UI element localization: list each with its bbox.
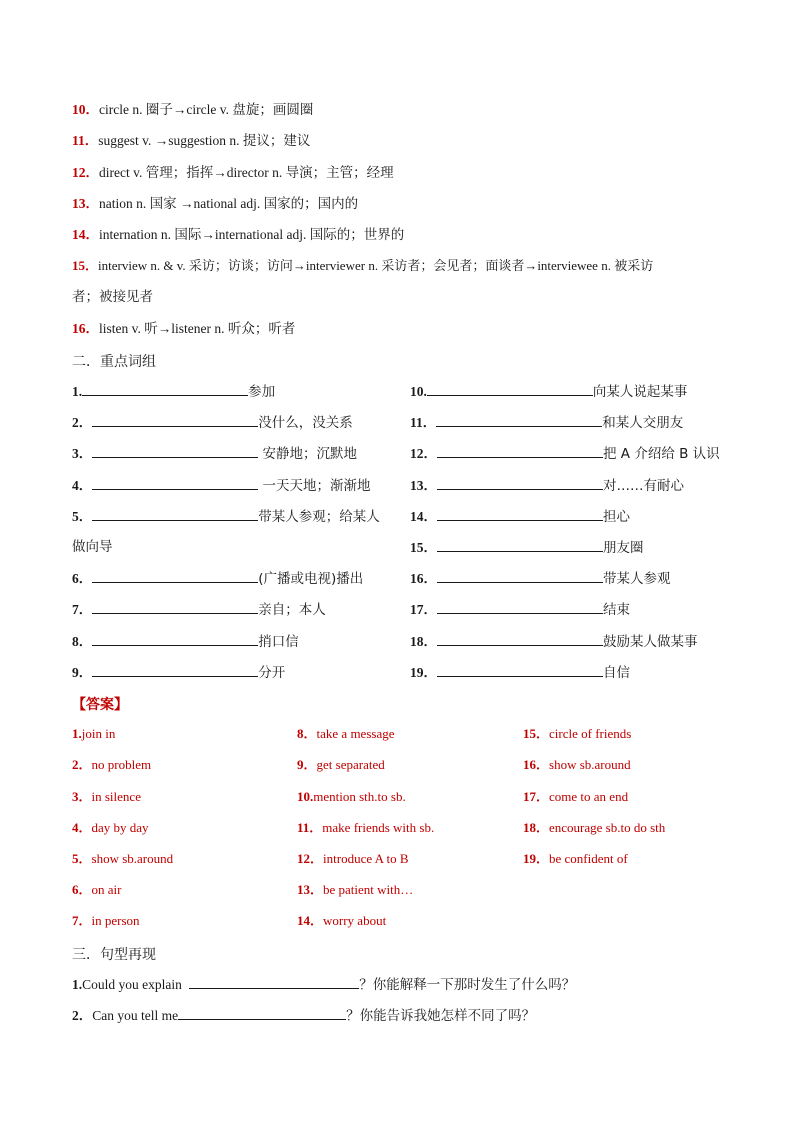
answer-item: [523, 819, 665, 838]
phrase-number: 1.: [72, 384, 83, 399]
vocab-number: 15．: [72, 258, 99, 273]
answer-blank[interactable]: [437, 444, 603, 458]
answer-text: join in: [81, 726, 116, 741]
phrase-number: 2．: [72, 415, 93, 430]
phrase-meaning: 一天天地；渐渐地: [258, 478, 371, 494]
answer-text: get separated: [316, 757, 385, 772]
answer-number: 19．: [523, 851, 550, 866]
answer-blank[interactable]: [92, 476, 258, 490]
answer-blank[interactable]: [92, 444, 258, 458]
vocab-item: [72, 164, 394, 182]
answer-blank[interactable]: [437, 538, 603, 552]
phrase-number: 3．: [72, 446, 93, 461]
phrase-number: 5．: [72, 509, 93, 524]
phrase-number: 16．: [410, 571, 437, 586]
phrase-item: [72, 663, 285, 682]
answer-blank[interactable]: [437, 663, 603, 677]
vocab-content: nation n. 国家 →national adj. 国家的；国内的: [99, 196, 359, 211]
answer-text: day by day: [91, 820, 149, 835]
phrase-item: [410, 444, 720, 463]
phrase-meaning: 结束: [603, 602, 630, 618]
sentence-translation: ？你能告诉我她怎样不同了吗？: [346, 1008, 536, 1024]
answer-item: [297, 819, 434, 838]
section-2-title: 二．重点词组: [72, 354, 156, 370]
phrase-meaning: 安静地；沉默地: [258, 446, 358, 462]
answer-blank[interactable]: [92, 507, 258, 521]
answer-number: 11．: [297, 820, 323, 835]
phrase-meaning: 把 A 介绍给 B 认识: [603, 446, 720, 462]
answer-text: circle of friends: [549, 726, 632, 741]
answer-item: [297, 756, 385, 775]
phrase-item: [410, 507, 630, 526]
answer-item: [72, 788, 141, 807]
answer-blank[interactable]: [436, 413, 602, 427]
sentence-prompt: Can you tell me: [92, 1008, 179, 1023]
answer-item: [523, 725, 631, 744]
phrase-meaning: 没什么，没关系: [258, 415, 353, 431]
vocab-number: 10．: [72, 102, 99, 117]
answer-text: on air: [91, 882, 122, 897]
phrase-item: [410, 569, 671, 588]
phrase-meaning: 带某人参观: [603, 571, 671, 587]
answer-item: [523, 850, 628, 869]
answer-number: 3．: [72, 789, 92, 804]
answer-item: [523, 788, 628, 807]
answer-blank[interactable]: [82, 382, 248, 396]
answer-blank[interactable]: [92, 413, 258, 427]
answer-number: 4．: [72, 820, 92, 835]
answer-blank[interactable]: [92, 569, 258, 583]
vocab-number: 11．: [72, 133, 99, 148]
sentence-item: [72, 975, 575, 994]
answer-number: 18．: [523, 820, 550, 835]
answer-item: [297, 912, 386, 931]
answer-item: [297, 850, 409, 869]
phrase-meaning: 亲自；本人: [258, 602, 326, 618]
answer-text: in person: [91, 913, 140, 928]
answer-blank[interactable]: [437, 507, 603, 521]
answer-number: 12．: [297, 851, 324, 866]
vocab-content: suggest v. →suggestion n. 提议；建议: [98, 133, 311, 148]
answer-blank[interactable]: [437, 632, 603, 646]
phrase-item: [72, 476, 371, 495]
answer-text: make friends with sb.: [322, 820, 435, 835]
phrase-meaning: 参加: [248, 384, 276, 400]
phrase-item: [72, 382, 275, 401]
phrase-number: 11．: [410, 415, 437, 430]
vocab-number: 12．: [72, 165, 99, 180]
vocab-number: 16．: [72, 321, 99, 336]
phrase-number: 10.: [410, 384, 427, 399]
phrase-item: [72, 600, 326, 619]
answer-item: [72, 756, 151, 775]
phrase-number: 14．: [410, 509, 437, 524]
phrase-meaning: 和某人交朋友: [602, 415, 684, 431]
answer-blank[interactable]: [92, 632, 258, 646]
answer-number: 8．: [297, 726, 317, 741]
answer-blank[interactable]: [92, 600, 258, 614]
vocab-item: [72, 195, 358, 213]
vocab-item: [72, 320, 295, 338]
answer-number: 6．: [72, 882, 92, 897]
answer-number: 15．: [523, 726, 550, 741]
phrase-item: [410, 476, 684, 495]
answer-text: encourage sb.to do sth: [549, 820, 666, 835]
phrase-meaning: 向某人说起某事: [592, 384, 688, 400]
phrase-number: 17．: [410, 602, 437, 617]
vocab-content: listen v. 听→listener n. 听众；听者: [99, 321, 296, 336]
vocab-item-continuation: [72, 288, 153, 306]
answer-number: 9．: [297, 757, 317, 772]
sentence-number: 2．: [72, 1008, 93, 1023]
phrase-number: 18．: [410, 634, 437, 649]
answer-item: [72, 850, 173, 869]
vocab-content: interview n. & v. 采访；访谈；访问→interviewer n. 采访者；会见者；面谈者→interviewee n. 被采访: [98, 258, 654, 273]
phrase-meaning: 担心: [603, 509, 630, 525]
answer-text: take a message: [316, 726, 395, 741]
answer-number: 7．: [72, 913, 92, 928]
vocab-item: [72, 257, 653, 276]
answer-blank[interactable]: [178, 1006, 346, 1020]
phrase-item: [410, 382, 687, 401]
answer-number: 14．: [297, 913, 324, 928]
answer-text: no problem: [91, 757, 152, 772]
answer-item: [297, 881, 413, 900]
answer-item: [72, 881, 121, 900]
phrase-item: [72, 413, 353, 432]
answer-item: [72, 912, 140, 931]
answer-item: [297, 788, 406, 807]
phrase-number: 9．: [72, 665, 93, 680]
answer-text: mention sth.to sb.: [313, 789, 406, 804]
phrase-number: 7．: [72, 602, 93, 617]
phrase-meaning: 鼓励某人做某事: [603, 634, 698, 650]
phrase-meaning: 带某人参观；给某人: [258, 509, 380, 525]
answer-text: worry about: [323, 913, 387, 928]
answer-text: be confident of: [549, 851, 628, 866]
phrase-item: [72, 632, 299, 651]
vocab-content: direct v. 管理；指挥→director n. 导演；主管；经理: [99, 165, 394, 180]
answer-blank[interactable]: [437, 569, 603, 583]
vocab-item: [72, 226, 404, 244]
phrase-number: 4．: [72, 478, 93, 493]
answer-title: 【答案】: [72, 697, 128, 713]
answer-blank[interactable]: [92, 663, 258, 677]
phrase-meaning: 捎口信: [258, 634, 299, 650]
phrase-item: [410, 538, 644, 557]
phrase-number: 13．: [410, 478, 437, 493]
answer-text: in silence: [91, 789, 141, 804]
phrase-meaning: 自信: [603, 665, 630, 681]
answer-item: [72, 725, 115, 744]
sentence-number: 1.: [72, 977, 83, 992]
answer-number: 13．: [297, 882, 324, 897]
phrase-meaning: 朋友圈: [603, 540, 644, 556]
answer-text: show sb.around: [549, 757, 631, 772]
vocab-item: [72, 132, 310, 150]
vocab-content: internation n. 国际→international adj. 国际的；世界的: [99, 227, 405, 242]
phrase-item: [72, 507, 380, 526]
phrase-number: 6．: [72, 571, 93, 586]
answer-number: 16．: [523, 757, 550, 772]
answer-number: 17．: [523, 789, 550, 804]
phrase-item: [72, 444, 357, 463]
answer-text: be patient with…: [323, 882, 414, 897]
answer-blank[interactable]: [437, 600, 603, 614]
phrase-meaning: 分开: [258, 665, 286, 681]
phrase-number: 8．: [72, 634, 93, 649]
answer-item: [297, 725, 394, 744]
vocab-number: 13．: [72, 196, 99, 211]
answer-blank[interactable]: [427, 382, 593, 396]
answer-item: [523, 756, 631, 775]
answer-number: 1.: [72, 726, 82, 741]
answer-text: come to an end: [549, 789, 629, 804]
answer-number: 2．: [72, 757, 92, 772]
answer-number: 5．: [72, 851, 92, 866]
answer-blank[interactable]: [437, 476, 603, 490]
phrase-item-continuation: [72, 538, 113, 556]
vocab-number: 14．: [72, 227, 99, 242]
answer-item: [72, 819, 149, 838]
sentence-translation: ？你能解释一下那时发生了什么吗？: [359, 977, 576, 993]
phrase-item: [72, 569, 363, 588]
phrase-number: 12．: [410, 446, 437, 461]
phrase-meaning: 对……有耐心: [603, 478, 684, 494]
sentence-item: [72, 1006, 535, 1025]
phrase-number: 15．: [410, 540, 437, 555]
vocab-content: circle n. 圈子→circle v. 盘旋；画圆圈: [99, 102, 314, 117]
phrase-item: [410, 663, 630, 682]
phrase-number: 19．: [410, 665, 437, 680]
phrase-item: [410, 632, 698, 651]
phrase-meaning: 做向导: [72, 539, 113, 555]
sentence-prompt: Could you explain: [82, 977, 186, 992]
answer-text: show sb.around: [91, 851, 174, 866]
vocab-item: [72, 101, 313, 119]
phrase-item: [410, 600, 630, 619]
vocab-content: 者；被接见者: [72, 289, 153, 304]
answer-text: introduce A to B: [323, 851, 409, 866]
phrase-item: [410, 413, 683, 432]
section-3-title: 三．句型再现: [72, 947, 156, 963]
answer-blank[interactable]: [189, 975, 359, 989]
phrase-meaning: (广播或电视)播出: [258, 571, 364, 587]
answer-number: 10.: [297, 789, 314, 804]
